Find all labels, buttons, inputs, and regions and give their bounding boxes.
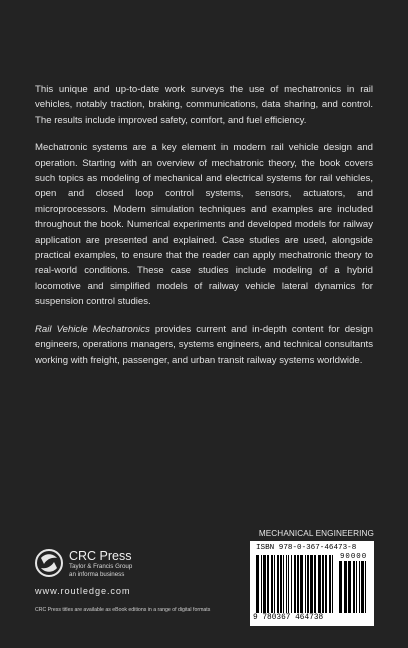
publisher-name: CRC Press [69, 549, 132, 563]
publisher-block [69, 550, 132, 579]
paragraph-audience-text: provides current and in-depth content for design engineers, operations managers, systems engineers, and technical consultants working with freight, passenger, and urban transit railway systems worldwide. [35, 323, 373, 366]
barcode-bar [267, 555, 269, 613]
barcode-bar [365, 561, 366, 613]
barcode [250, 541, 374, 626]
crc-press-logo-icon [35, 549, 63, 577]
barcode-bar [274, 555, 275, 613]
paragraph-intro: This unique and up-to-date work surveys the use of mechatronics in rail vehicles, notably traction, braking, communications, data sharing, and control. The results include improved safety, comfort, and fuel efficiency. [35, 84, 373, 126]
barcode-bar [307, 555, 309, 613]
barcode-bar [348, 561, 351, 613]
barcode-bar [329, 555, 331, 613]
paragraph-details: Mechatronic systems are a key element in modern rail vehicle design and operation. Starting with an overview of mechatronic theory, the book covers such topics as modeling of mechanical and electrical systems for rail vehicles, open and closed loop control systems, sensors, actuators, and microprocessors. Modern simulation techniques and examples are included throughout the book. Numerical experiments and developed models for railway application are presented and explained. Case studies are used, alongside practical examples, to ensure that the reader can apply mechatronic theory to real-world conditions. These case studies include modeling of a hybrid locomotive and simplified models of railway vehicle lateral dynamics for suspension control studies. [35, 142, 373, 308]
barcode-bar [305, 555, 306, 613]
barcode-bar [263, 555, 266, 613]
barcode-bar [339, 561, 342, 613]
barcode-bar [353, 561, 355, 613]
barcode-bar [359, 561, 360, 613]
barcode-bar [271, 555, 273, 613]
barcode-bar [280, 555, 282, 613]
barcode-bar [300, 555, 303, 613]
barcode-bar [286, 555, 287, 613]
barcode-bar [297, 555, 299, 613]
ean-digits: 9 780367 464738 [253, 614, 324, 622]
publisher-group: Taylor & Francis Group [69, 563, 133, 570]
barcode-bar [356, 561, 357, 613]
price-code: 90000 [340, 553, 368, 561]
publisher-website[interactable]: www.routledge.com [35, 586, 131, 596]
barcode-bar [294, 555, 296, 613]
barcode-bar [283, 555, 284, 613]
barcode-addon-bars [339, 561, 369, 613]
publisher-business: an informa business [69, 571, 125, 578]
barcode-bar [325, 555, 327, 613]
barcode-bar [322, 555, 324, 613]
barcode-bar [332, 555, 333, 613]
barcode-bar [291, 555, 292, 613]
subject-category: MECHANICAL ENGINEERING [258, 529, 374, 538]
barcode-bars [256, 555, 336, 613]
barcode-bar [261, 555, 262, 613]
barcode-bar [361, 561, 364, 613]
book-title-italic: Rail Vehicle Mechatronics [35, 323, 150, 335]
barcode-bar [310, 555, 313, 613]
barcode-bar [277, 555, 279, 613]
isbn-number: ISBN 978-0-367-46473-8 [256, 544, 357, 552]
ebook-availability-note: CRC Press titles are available as eBook editions in a range of digital formats [35, 607, 211, 613]
barcode-bar [318, 555, 321, 613]
barcode-bar [314, 555, 316, 613]
barcode-bar [288, 555, 289, 613]
barcode-bar [256, 555, 259, 613]
paragraph-audience [35, 322, 373, 368]
barcode-bar [344, 561, 347, 613]
description-text [35, 82, 373, 380]
